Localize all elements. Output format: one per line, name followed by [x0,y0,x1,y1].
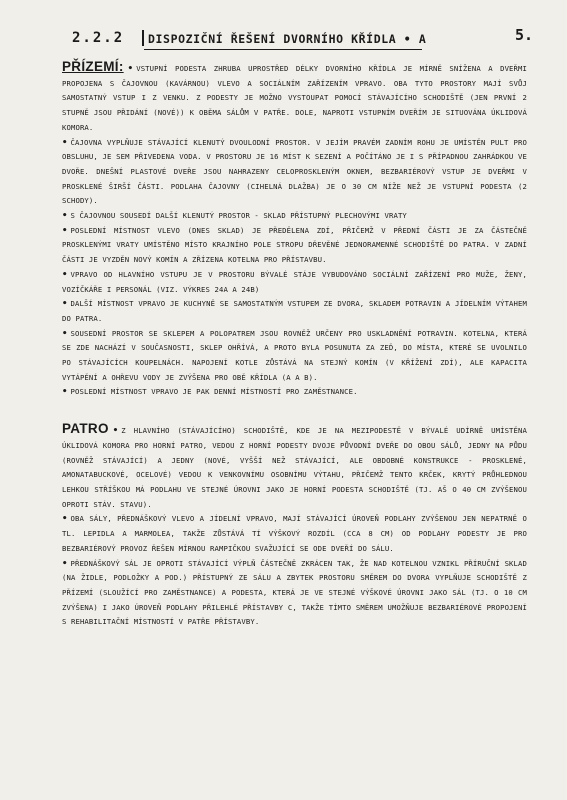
bullet-mark: • [112,426,119,437]
title-bar [142,30,144,46]
bullet-mark: • [62,269,68,280]
page-header [62,26,533,56]
bullet-mark: • [62,558,68,569]
paragraph [62,224,527,268]
bullet-mark: • [62,387,68,398]
bullet-mark: • [62,514,68,525]
section-title-text: DISPOZIČNÍ ŘEŠENÍ DVORNÍHO KŘÍDLA • A [148,32,427,46]
bullet-mark: • [127,64,134,74]
title-underline [144,49,422,50]
paragraph [62,60,527,136]
paragraph [62,209,527,224]
paragraph-text: SOUSEDNÍ PROSTOR SE SKLEPEM A POLOPATREM JSOU RОVNĚŽ URČENY PRO USKLADNĚNÍ POTRAVIN. KOTELNA, KTERÁ SE ZDE NACHÁZÍ V SOUČASNOSTI, SKLEP OHŘÍVÁ, A PROTO BYLA POSUNUTA ZA ZEĎ, DO MÍSTA, KTERÉ SE UVOLNILO PO STÁVAJÍCÍCH KOUPELNÁCH. NAPOJENÍ KOTLE ZŮSTÁVÁ NA STEJNÝ KOMÍN (V KŘÍŽENÍ ZDÍ), ALE KAPACITA VYTÁPĚNÍ A OHŘEVU VODY JE ZVÝŠENA PRO OBĚ KŘÍDLA (A A B). [62,328,527,382]
section-label-prizemi: PŘÍZEMÍ: [62,59,124,74]
paragraph [62,422,527,512]
section-title [142,30,426,46]
paragraph-text: VPRAVO OD HLAVNÍHO VSTUPU JE V PROSTORU BÝVALÉ STÁJE VYBUDOVÁNO SOCIÁLNÍ ZAŘÍZENÍ PRO MUŽE, ŽENY, VOZÍČKÁŘE I PERSONÁL (VIZ. VÝKRES 24A A 24B) [62,269,527,294]
bullet-mark: • [62,211,68,222]
paragraph [62,385,527,400]
section-prizemi [62,60,527,400]
paragraph [62,327,527,386]
paragraph-text: Z HLAVNÍHO (STÁVAJÍCÍHO) SCHODIŠTĚ, KDE JE NA MEZIPODESTĚ V BÝVALÉ UDÍRNĚ UMÍSTĚNA ÚKLIDOVÁ KOMORA PRO HORNÍ PATRO, VEDOU Z HORNÍ PODESTY DVOJE PŮVODNÍ DVEŘE DO OBOU SÁLŮ, JEDNY NA PŮDU (ROVNĚŽ STÁVAJÍCÍ) A JEDNY (NOVÉ, VYŠŠÍ NEŽ STÁVAJÍCÍ, ALE OBDOBNÉ KONSTRUKCE - PROSKLENÉ, AMONATABUCKOVÉ, OCELOVÉ) VEDOU K VENKOVNÍMU OSOBNÍMU VÝTAHU, PŘIČEMŽ TENTO KRČEK, KRYTÝ PRŮHLEDNOU LEHKOU STŘÍŠKOU MÁ PODLAHU VE STEJNÉ ÚROVNI JAKO JE HORNÍ PODESTA SCHODIŠTĚ (TJ. AŠ O 40 CM ZVÝŠENOU OPROTI STÁV. STAVU). [62,426,527,509]
bullet-mark: • [62,225,68,236]
bullet-mark: • [62,328,68,339]
paragraph [62,268,527,297]
paragraph-text: ČAJOVNA VYPLŇUJE STÁVAJÍCÍ KLENUTÝ DVOULODNÍ PROSTOR. V JEJÍM PRAVÉM ZADNÍM ROHU JE UMÍSTĚN PULT PRO OBSLUHU, JE SEM PŘIVEDENA VODA. V PROSTORU JE 16 MÍST K SEZENÍ A POČÍTÁNO JE I S PŘÍPADNOU ZAHRÁDKOU VE DVOŘE. DNEŠNÍ PLASTOVÉ DVEŘE JSOU NAHRAZENY CELOPROSKLENÝM OKNEM, BEZBARIÉROVÝ VSTUP JE DVEŘMI V PROSKLENÉ ŠIRŠÍ ČÁSTI. PODLAHA ČAJOVNY (CIHELNÁ DLAŽBA) JE O 30 CM NÍŽE NEŽ JE VSTUPNÍ PODESTA (2 SCHODY). [62,137,527,206]
paragraph-text: VSTUPNÍ PODESTA ZHRUBA UPROSTŘED DÉLKY DVORNÍHO KŘÍDLA JE MÍRNĚ SNÍŽENA A DVEŘMI PROPOJENA S ČAJOVNOU (KAVÁRNOU) VLEVO A SOCIÁLNÍM ZAŘÍZENÍM VPRAVO. OBA TYTO PROSTORY MAJÍ SVŮJ SAMOSTATNÝ VSTUP I Z VENKU. Z PODESTY JE MOŽNO VYSTOUPAT POMOCÍ STÁVAJÍCÍHO SCHODIŠTĚ (JEN PRVNÍ 2 STUPNĚ JSOU PŘIDÁNÍ (NOVÉ)) K OBĚMA SÁLŮM V PATŘE. DOLE, NAPROTI VSTUPNÍM DVEŘÍM JE SITUOVÁNA ÚKLIDOVÁ KOMORA. [62,64,527,132]
paragraph-text: S ČAJOVNOU SOUSEDÍ DALŠÍ KLENUTÝ PROSTOR - SKLAD PŘÍSTUPNÝ PLECHOVÝMI VRATY [70,211,407,221]
section-patro [62,422,527,630]
paragraph [62,297,527,326]
paragraph-text: POSLEDNÍ MÍSTNOST VPRAVO JE PAK DENNÍ MÍSTNOSTÍ PRO ZAMĚSTNANCE. [70,387,358,397]
paragraph [62,136,527,210]
paragraph [62,557,527,631]
paragraph-text: POSLEDNÍ MÍSTNOST VLEVO (DNES SKLAD) JE PŘEDĚLENA ZDÍ, PŘIČEMŽ V PŘEDNÍ ČÁSTI JE ZA ČÁSTEČNĚ PROSKLENÝMI VRATY UMÍSTĚNO MÍSTO KRAJNÍHO POLE STROPU DŘEVĚNÉ JEDNORAMENNÉ SCHODIŠTĚ DO PATRA. V ZADNÍ ČÁSTI JE VYZDĚN NOVÝ KOMÍN A ZŘÍZENA KOTELNA PRO PŘÍSTAVBU. [62,225,527,265]
paragraph-text: DALŠÍ MÍSTNOST VPRAVO JE KUCHYNĚ SE SAMOSTATNÝM VSTUPEM ZE DVORA, SKLADEM POTRAVIN A JÍDELNÍM VÝTAHEM DO PATRA. [62,299,527,323]
bullet-mark: • [62,137,68,148]
bullet-mark: • [62,299,68,310]
paragraph [62,512,527,556]
section-number: 2.2.2 [72,30,125,46]
page-number: 5. [514,26,533,44]
paragraph-text: OBA SÁLY, PŘEDNÁŠKOVÝ VLEVO A JÍDELNÍ VPRAVO, MAJÍ STÁVAJÍCÍ ÚROVEŇ PODLAHY ZVÝŠENOU JEN NEPATRNĚ O TL. LEPIDLA A MARMOLEA, TAKŽE ZŮSTÁVÁ TÍ VÝŠKOVÝ ROZDÍL (CCA 8 CM) OD PODLAHY PODESTY JE PRO BEZBARIÉROVÝ PROVOZ ŘEŠEN MÍRNOU RAMPIČKOU SVAŽUJÍCÍ SE ODE DVEŘÍ DO SÁLU. [62,514,527,553]
paragraph-text: PŘEDNÁŠKOVÝ SÁL JE OPROTI STÁVAJÍCÍ VÝPLŇ ČÁSTEČNĚ ZKRÁCEN TAK, ŽE NAD KOTELNOU VZNIKL PŘÍRUČNÍ SKLAD (NA ŽIDLE, PODLOŽKY A POD.) PŘÍSTUPNÝ ZE SÁLU A ZBYTEK PROSTORU SMĚREM DO DVORA VYPLŇUJE SCHODIŠTĚ Z PŘÍZEMÍ (SLOUŽÍCÍ PRO ZAMĚSTNANCE) A PODESTA, KTERÁ JE VE STEJNÉ VÝŠKOVÉ ÚROVNI JAKO SÁL (TJ. O 10 CM ZVÝŠENA) I JAKO ÚROVEŇ PODLAHY PŘILEHLÉ PŘÍSTAVBY C, TAKŽE TÍMTO SMĚREM UMOŽŇUJE BEZBARIÉROVÉ PROPOJENÍ S REHABILITAČNÍ MÍSTNOSTÍ V PATŘE PŘÍSTAVBY. [62,558,527,627]
section-label-patro: PATRO [62,421,109,437]
